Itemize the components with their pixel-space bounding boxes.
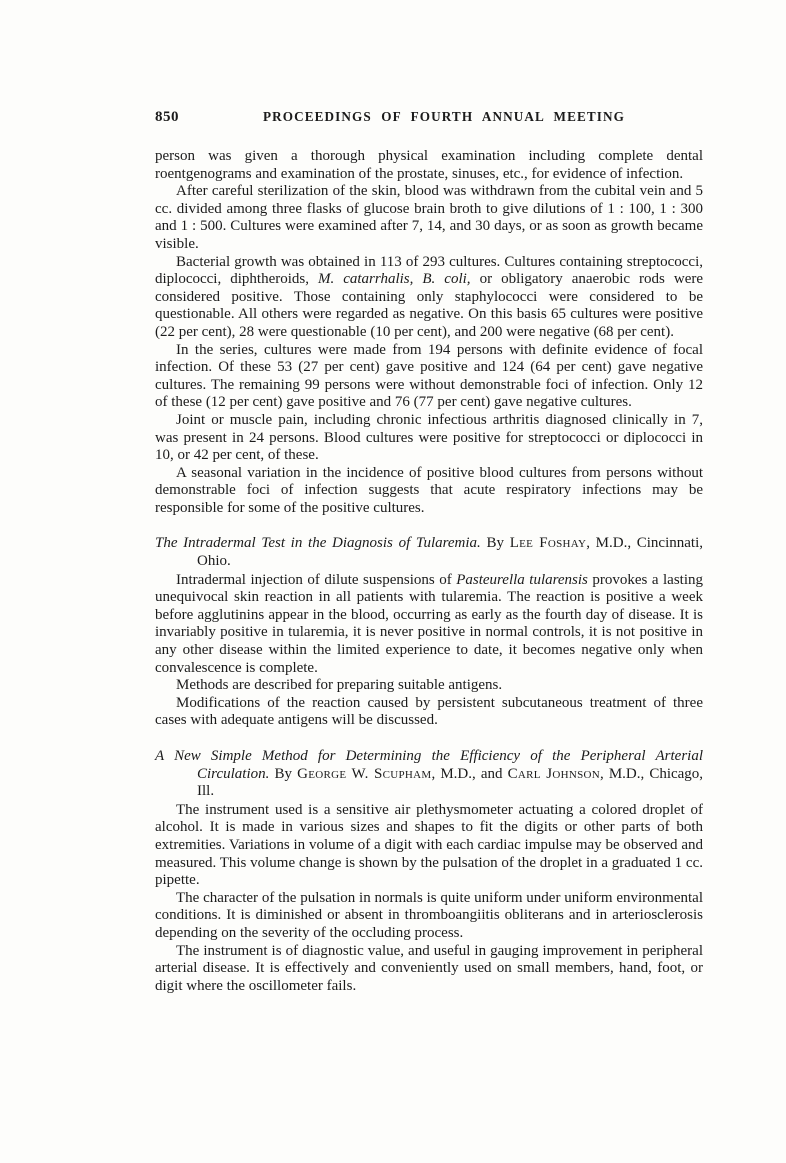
author-affiliation: , M.D., Chicago, Ill.: [197, 765, 704, 800]
paragraph-text: In the series, cultures were made from 194 persons with definite evidence of focal infection. Of these 53 (27 per cent) gave positive and 124 (64 per cent) gave negative cultures. The remaining 99 persons were without demonstrable foci of infection. Only 12 of these (12 per cent) gave positive and 76 (77 per cent) gave negative cultures.: [155, 341, 703, 411]
continued-abstract: [155, 148, 703, 517]
body-text: [155, 148, 703, 995]
species-name: M. catarrhalis, B. coli,: [317, 271, 471, 288]
byline-connector: , M.D., and: [431, 765, 503, 782]
page-number: 850: [155, 109, 179, 125]
paragraph-text: provokes a lasting unequivocal skin reaction in all patients with tularemia. The reaction is positive a week before agglutinins appear in the blood, occurring as early as the fourth day of disease. It is invariably positive in tularemia, it is never positive in normal controls, it is not positive in any other disease within the limited experience to date, it becomes negative only when convalescence is complete.: [155, 571, 703, 676]
abstract-tularemia: [155, 535, 703, 730]
section-heading: [155, 748, 703, 801]
paragraph-text: After careful sterilization of the skin, blood was withdrawn from the cubital vein and 5 cc. divided among three flasks of glucose brain broth to give dilutions of 1 : 100, 1 : 300 and 1 : 500. Cultures were examined after 7, 14, and 30 days, or as soon as growth became visible.: [155, 183, 703, 252]
author-name: Lee Foshay: [509, 535, 587, 552]
paragraph-text: person was given a thorough physical examination including complete dental roentgenograms and examination of the prostate, sinuses, etc., for evidence of infection.: [155, 148, 703, 182]
paragraph: [155, 183, 703, 253]
paragraph-text: A seasonal variation in the incidence of positive blood cultures from persons without demonstrable foci of infection suggests that acute respiratory infections may be responsible for some of the positive cultures.: [155, 464, 703, 516]
byline: By: [486, 535, 505, 552]
paragraph: [155, 148, 703, 183]
paragraph: [155, 465, 703, 518]
paragraph: [155, 677, 703, 695]
paragraph: [155, 572, 703, 678]
abstract-circulation: [155, 748, 703, 995]
author-name: Carl Johnson: [507, 765, 600, 782]
paragraph: [155, 943, 703, 996]
author-affiliation: , M.D., Cincinnati, Ohio.: [197, 535, 704, 570]
paragraph-text: Methods are described for preparing suitable antigens.: [176, 677, 503, 694]
paragraph-text: The character of the pulsation in normals is quite uniform under uniform environmental conditions. It is diminished or absent in thromboangiitis obliterans and in arteriosclerosis depending on the severity of the occluding process.: [155, 889, 703, 941]
running-head: PROCEEDINGS OF FOURTH ANNUAL MEETING: [263, 109, 625, 124]
paragraph: [155, 802, 703, 890]
paragraph: [155, 890, 703, 943]
paragraph-text: The instrument is of diagnostic value, and useful in gauging improvement in peripheral arterial disease. It is effectively and conveniently used on small members, hand, foot, or digit where the oscillometer fails.: [155, 942, 703, 994]
paragraph: [155, 342, 703, 412]
paragraph-text: Intradermal injection of dilute suspensions of: [176, 571, 457, 588]
species-name: Pasteurella tularensis: [456, 571, 588, 588]
paragraph-text: Bacterial growth was obtained in 113 of 293 cultures. Cultures containing streptococci, diplococci, diphtheroids,: [155, 253, 703, 288]
byline: By: [274, 765, 292, 782]
paragraph: [155, 254, 703, 342]
author-name: George W. Scupham: [297, 765, 432, 782]
section-heading: [155, 535, 703, 570]
paragraph: [155, 412, 703, 465]
paragraph-text: or obligatory anaerobic rods were considered positive. Those containing only staphylococci were considered to be questionable. All others were regarded as negative. On this basis 65 cultures were positive (22 per cent), 28 were questionable (10 per cent), and 200 were negative (68 per cent).: [155, 271, 704, 340]
text-block: [155, 109, 703, 995]
paragraph: [155, 695, 703, 730]
page-header: [155, 109, 703, 127]
paragraph-text: Modifications of the reaction caused by persistent subcutaneous treatment of three cases with adequate antigens will be discussed.: [155, 694, 703, 729]
paragraph-text: Joint or muscle pain, including chronic infectious arthritis diagnosed clinically in 7, was present in 24 persons. Blood cultures were positive for streptococci or diplococci in 10, or 42 per cent, of these.: [155, 411, 703, 464]
abstract-title: The Intradermal Test in the Diagnosis of Tularemia.: [155, 535, 481, 552]
paragraph-text: The instrument used is a sensitive air plethysmometer actuating a colored droplet of alcohol. It is made in various sizes and shapes to fit the digits or other parts of both extremities. Variations in volume of a digit with each cardiac impulse may be observed and measured. This volume change is shown by the pulsation of the droplet in a graduated 1 cc. pipette.: [155, 801, 703, 889]
abstract-title: A New Simple Method for Determining the Efficiency of the Peripheral Arterial Circulation.: [155, 748, 703, 782]
